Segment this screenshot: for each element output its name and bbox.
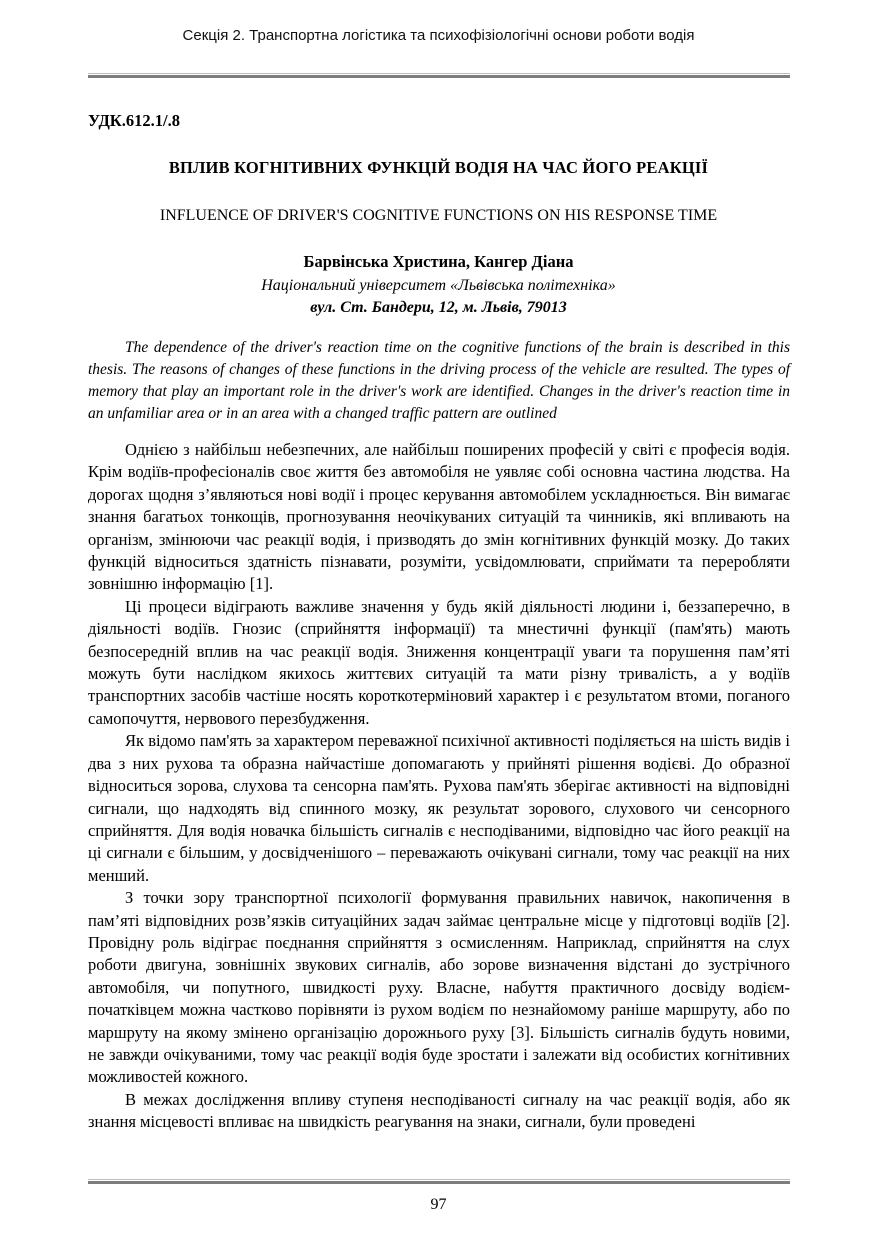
running-header: Секція 2. Транспортна логістика та психофізіологічні основи роботи водія (182, 27, 695, 44)
article-title-ukrainian: ВПЛИВ КОГНІТИВНИХ ФУНКЦІЙ ВОДІЯ НА ЧАС ЙОГО РЕАКЦІЇ (168, 158, 709, 177)
body-paragraph-5: В межах дослідження впливу ступеня несподіваності сигналу на час реакції водія, або як знання місцевості впливає на швидкість реагування на знаки, сигнали, були проведені (88, 1089, 790, 1132)
body-paragraph-3: Як відомо пам'ять за характером переважної психічної активності поділяється на шість видів і два з них рухова та образна найчастіше допомагають у прийняті рішення водієві. До образної відноситься зорова, слухова та сенсорна пам'ять. Рухова пам'ять зберігає активності на відповідні сигнали, що надходять від спинного мозку, як результат зорового, слухового чи сенсорного сприйняття. Для водія новачка більшість сигналів є несподіваними, відповідно час його реакції на ці сигнали є більшим, у досвідченішого – переважають очікувані сигнали, тому час реакції на них менший. (88, 731, 790, 885)
article-title-english: INFLUENCE OF DRIVER'S COGNITIVE FUNCTIONS ON HIS RESPONSE TIME (159, 207, 718, 224)
article-body (88, 439, 790, 1134)
body-paragraph-4: З точки зору транспортної психології формування правильних навичок, накопичення в пам’яті відповідних розв’язків ситуаційних задач займає центральне місце у підготовці водіїв [2]. Провідну роль відіграє поєднання сприйняття з осмисленням. Наприклад, сприйняття на слух роботи двигуна, зовнішніх звукових сигналів, або зорове визначення відстані до зустрічного автомобіля, чи попутного, швидкості руху. Власне, набуття практичного досвіду водієм-початківцем можна частково порівняти із рухом водієм по незнайомому раніше маршруту, або по маршруту на якому змінено організацію дорожнього руху [3]. Більшість сигналів будуть новими, не завжди очікуваними, тому час реакції водія буде зростати і залежати від особистих когнітивних можливостей кожного. (88, 888, 790, 1087)
authors-line: Барвінська Христина, Кангер Діана (303, 252, 574, 271)
page-number: 97 (430, 1196, 447, 1213)
affiliation-line: Національний університет «Львівська політехніка» (261, 277, 616, 294)
udc-code: УДК.612.1/.8 (88, 111, 180, 130)
body-paragraph-1: Однією з найбільш небезпечних, але найбільш поширених професій у світі є професія водія. Крім водіїв-професіоналів своє життя без автомобіля не уявляє собі основна частина людства. На дорогах щодня з’являються нові водії і процес керування автомобілем ускладнюється. Він вимагає знання багатьох тонкощів, прогнозування неочікуваних ситуацій та чинників, які впливають на організм, змінюючи час реакції водія, і призводять до змін когнітивних функцій мозку. До таких функцій відноситься здатність пізнавати, розуміти, усвідомлювати, сприймати та переробляти зовнішню інформацію [1]. (88, 440, 790, 594)
header-rule (88, 73, 790, 78)
abstract-english: The dependence of the driver's reaction time on the cognitive functions of the brain is described in this thesis. The reasons of changes of these functions in the driving process of the vehicle are resulted. The types of memory that play an important role in the driver's work are identified. Changes in the driver's reaction time in an unfamiliar area or in an area with a changed traffic pattern are outlined (88, 339, 790, 422)
address-line: вул. Ст. Бандери, 12, м. Львів, 79013 (310, 299, 567, 316)
page-footer (0, 1179, 877, 1214)
footer-rule (88, 1179, 790, 1184)
body-paragraph-2: Ці процеси відіграють важливе значення у будь якій діяльності людини і, беззаперечно, в діяльності водіїв. Гнозис (сприйняття інформації) та мнестичні функції (пам'ять) мають безпосередній вплив на час реакції водія. Зниження концентрації уваги та порушення пам’яті можуть бути наслідком якихось життєвих ситуацій та мати різну тривалість, а у водіїв транспортних засобів частіше носять короткотерміновий характер і є результатом втоми, поганого самопочуття, нервового перезбудження. (88, 596, 790, 728)
